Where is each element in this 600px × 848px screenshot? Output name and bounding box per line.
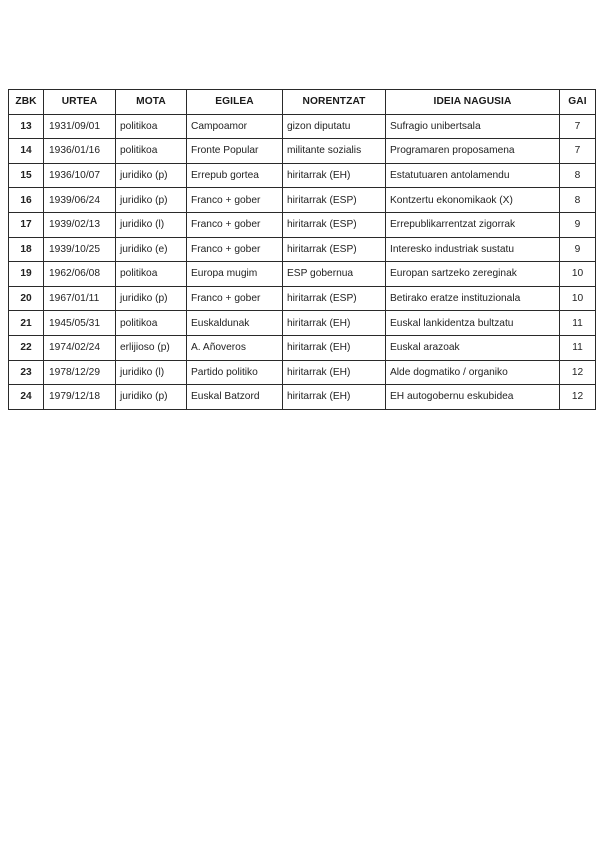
cell-urtea: 1945/05/31 (44, 311, 116, 336)
document-table (8, 89, 596, 410)
header-mota: MOTA (116, 90, 187, 115)
cell-mota: juridiko (l) (116, 212, 187, 237)
document-table-container (8, 89, 595, 410)
cell-urtea: 1936/10/07 (44, 163, 116, 188)
cell-egilea: Euskal Batzord (187, 385, 283, 410)
cell-urtea: 1978/12/29 (44, 360, 116, 385)
cell-ideia-nagusia: Euskal lankidentza bultzatu (386, 311, 560, 336)
cell-urtea: 1939/06/24 (44, 188, 116, 213)
table-body (9, 114, 596, 409)
cell-gai: 12 (560, 385, 596, 410)
cell-zbk: 19 (9, 262, 44, 287)
header-egilea: EGILEA (187, 90, 283, 115)
cell-zbk: 23 (9, 360, 44, 385)
table-row (9, 139, 596, 164)
cell-egilea: A. Añoveros (187, 335, 283, 360)
cell-egilea: Campoamor (187, 114, 283, 139)
cell-zbk: 24 (9, 385, 44, 410)
cell-norentzat: hiritarrak (ESP) (283, 286, 386, 311)
cell-norentzat: hiritarrak (EH) (283, 163, 386, 188)
table-row (9, 188, 596, 213)
cell-mota: politikoa (116, 262, 187, 287)
cell-zbk: 13 (9, 114, 44, 139)
cell-norentzat: hiritarrak (ESP) (283, 237, 386, 262)
cell-gai: 7 (560, 139, 596, 164)
cell-egilea: Europa mugim (187, 262, 283, 287)
cell-gai: 10 (560, 286, 596, 311)
cell-urtea: 1962/06/08 (44, 262, 116, 287)
cell-norentzat: hiritarrak (EH) (283, 360, 386, 385)
table-header-row (9, 90, 596, 115)
cell-urtea: 1939/02/13 (44, 212, 116, 237)
cell-mota: juridiko (p) (116, 163, 187, 188)
cell-mota: politikoa (116, 311, 187, 336)
table-row (9, 114, 596, 139)
cell-ideia-nagusia: Euskal arazoak (386, 335, 560, 360)
cell-gai: 11 (560, 335, 596, 360)
cell-egilea: Franco + gober (187, 286, 283, 311)
cell-gai: 9 (560, 212, 596, 237)
header-urtea: URTEA (44, 90, 116, 115)
header-ideia-nagusia: IDEIA NAGUSIA (386, 90, 560, 115)
cell-ideia-nagusia: Sufragio unibertsala (386, 114, 560, 139)
cell-norentzat: hiritarrak (EH) (283, 335, 386, 360)
table-row (9, 262, 596, 287)
cell-ideia-nagusia: Errepublikarrentzat zigorrak (386, 212, 560, 237)
cell-ideia-nagusia: Europan sartzeko zereginak (386, 262, 560, 287)
cell-mota: politikoa (116, 139, 187, 164)
cell-norentzat: hiritarrak (ESP) (283, 188, 386, 213)
cell-egilea: Franco + gober (187, 188, 283, 213)
cell-egilea: Errepub gortea (187, 163, 283, 188)
cell-zbk: 16 (9, 188, 44, 213)
cell-egilea: Fronte Popular (187, 139, 283, 164)
cell-zbk: 22 (9, 335, 44, 360)
cell-gai: 7 (560, 114, 596, 139)
table-row (9, 212, 596, 237)
cell-mota: juridiko (p) (116, 188, 187, 213)
cell-gai: 10 (560, 262, 596, 287)
cell-zbk: 21 (9, 311, 44, 336)
cell-egilea: Euskaldunak (187, 311, 283, 336)
cell-norentzat: hiritarrak (EH) (283, 311, 386, 336)
table-row (9, 385, 596, 410)
table-row (9, 237, 596, 262)
cell-ideia-nagusia: Estatutuaren antolamendu (386, 163, 560, 188)
cell-urtea: 1936/01/16 (44, 139, 116, 164)
table-row (9, 311, 596, 336)
cell-norentzat: gizon diputatu (283, 114, 386, 139)
cell-zbk: 14 (9, 139, 44, 164)
header-zbk: ZBK (9, 90, 44, 115)
cell-mota: juridiko (p) (116, 385, 187, 410)
cell-egilea: Franco + gober (187, 212, 283, 237)
table-row (9, 163, 596, 188)
cell-egilea: Franco + gober (187, 237, 283, 262)
cell-zbk: 20 (9, 286, 44, 311)
header-gai: GAI (560, 90, 596, 115)
cell-ideia-nagusia: Interesko industriak sustatu (386, 237, 560, 262)
cell-urtea: 1967/01/11 (44, 286, 116, 311)
cell-urtea: 1974/02/24 (44, 335, 116, 360)
cell-norentzat: hiritarrak (EH) (283, 385, 386, 410)
cell-norentzat: militante sozialis (283, 139, 386, 164)
cell-zbk: 18 (9, 237, 44, 262)
cell-gai: 9 (560, 237, 596, 262)
header-norentzat: NORENTZAT (283, 90, 386, 115)
table-row (9, 286, 596, 311)
cell-gai: 11 (560, 311, 596, 336)
cell-ideia-nagusia: EH autogobernu eskubidea (386, 385, 560, 410)
cell-mota: erlijioso (p) (116, 335, 187, 360)
cell-mota: politikoa (116, 114, 187, 139)
table-row (9, 335, 596, 360)
cell-egilea: Partido politiko (187, 360, 283, 385)
cell-zbk: 15 (9, 163, 44, 188)
cell-urtea: 1939/10/25 (44, 237, 116, 262)
cell-mota: juridiko (p) (116, 286, 187, 311)
cell-gai: 12 (560, 360, 596, 385)
cell-mota: juridiko (l) (116, 360, 187, 385)
cell-ideia-nagusia: Kontzertu ekonomikaok (X) (386, 188, 560, 213)
cell-gai: 8 (560, 163, 596, 188)
cell-gai: 8 (560, 188, 596, 213)
cell-urtea: 1931/09/01 (44, 114, 116, 139)
cell-ideia-nagusia: Alde dogmatiko / organiko (386, 360, 560, 385)
cell-norentzat: ESP gobernua (283, 262, 386, 287)
cell-mota: juridiko (e) (116, 237, 187, 262)
cell-norentzat: hiritarrak (ESP) (283, 212, 386, 237)
cell-ideia-nagusia: Programaren proposamena (386, 139, 560, 164)
table-row (9, 360, 596, 385)
cell-urtea: 1979/12/18 (44, 385, 116, 410)
cell-zbk: 17 (9, 212, 44, 237)
cell-ideia-nagusia: Betirako eratze instituzionala (386, 286, 560, 311)
